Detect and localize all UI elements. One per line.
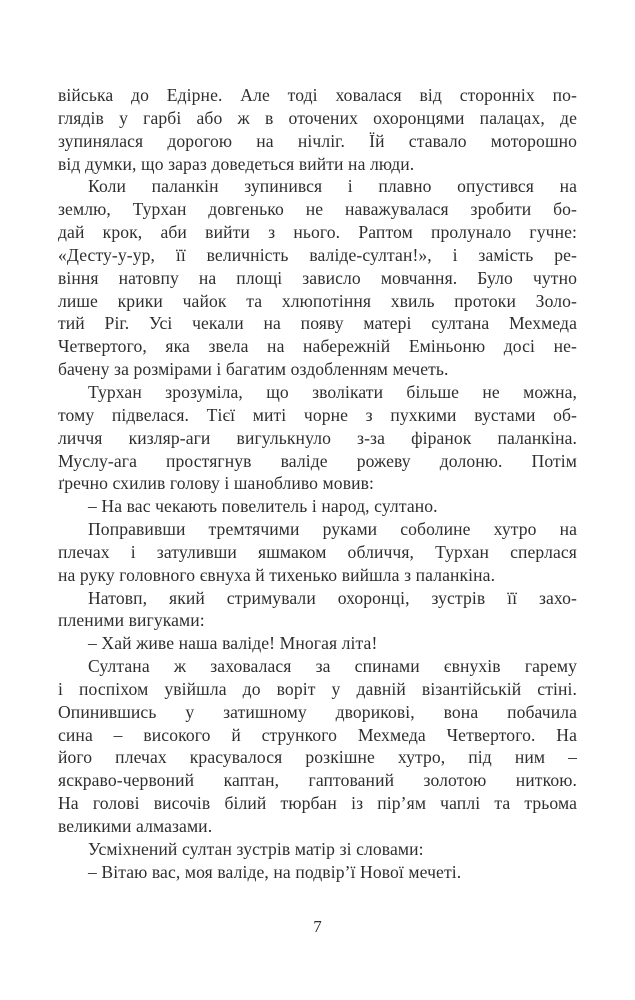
text-line: пленими вигуками: xyxy=(58,610,205,631)
text-line: землю, Турхан довгенько не наважувалася зробити бо- xyxy=(58,199,577,220)
text-line: віння натовпу на площі зависло мовчання. Було чутно xyxy=(58,267,577,288)
text-line: глядів у гарбі або ж в оточених охоронцями палацах, де xyxy=(58,107,577,128)
text-line: личчя кизляр-аги вигулькнуло з-за фіранок паланкіна. xyxy=(58,427,577,448)
text-line: Коли паланкін зупинився і плавно опустився на xyxy=(88,176,577,197)
text-line: і поспіхом увійшла до воріт у давній візантійській стіні. xyxy=(58,678,577,699)
text-line: – Хай живе наша валіде! Многая літа! xyxy=(88,633,378,654)
text-line: від думки, що зараз доведеться вийти на люди. xyxy=(58,153,415,174)
text-line: ґречно схилив голову і шанобливо мовив: xyxy=(58,473,375,494)
text-line: Натовп, який стримували охоронці, зустрів її захо- xyxy=(88,587,577,608)
text-line: великими алмазами. xyxy=(58,816,213,836)
text-line: на руку головного євнуха й тихенько вийшла з паланкіна. xyxy=(58,564,496,585)
text-line: Турхан зрозуміла, що зволікати більше не можна, xyxy=(88,381,577,402)
text-line: Усміхнений султан зустрів матір зі словами: xyxy=(88,838,424,859)
text-line: Султана ж заховалася за спинами євнухів гарему xyxy=(88,656,577,677)
text-line: зупинялася дорогою на нічліг. Їй ставало моторошно xyxy=(58,130,577,151)
page-number: 7 xyxy=(313,917,322,936)
text-line: «Десту-у-ур, її величність валіде-султан!», і замість ре- xyxy=(58,244,577,265)
text-line: Поправивши тремтячими руками соболине хутро на xyxy=(88,519,577,540)
text-line: бачену за розмірами і багатим оздобленням мечеть. xyxy=(58,359,449,380)
text-line: дай крок, аби вийти з нього. Раптом пролунало гучне: xyxy=(58,222,577,243)
text-line: лише крики чайок та хлюпотіння хвиль протоки Золо- xyxy=(58,290,577,311)
text-line: тий Ріг. Усі чекали на появу матері султана Мехмеда xyxy=(58,313,577,334)
text-line: Опинившись у затишному дворикові, вона побачила xyxy=(58,701,577,722)
text-line: його плечах красувалося розкішне хутро, під ним – xyxy=(58,747,577,768)
text-line: Муслу-ага простягнув валіде рожеву долоню. Потім xyxy=(58,450,577,471)
text-line: На голові височів білий тюрбан із пір’ям чаплі та трьома xyxy=(58,793,577,814)
text-line: Четвертого, яка звела на набережній Еміньоню досі не- xyxy=(58,336,577,357)
text-line: війська до Едірне. Але тоді ховалася від сторонніх по- xyxy=(58,85,577,105)
text-line: плечах і затуливши яшмаком обличчя, Турхан сперлася xyxy=(58,541,577,562)
page-text-block xyxy=(58,84,577,884)
text-line: сина – високого й стрункого Мехмеда Четвертого. На xyxy=(58,724,577,745)
text-line: – Вітаю вас, моя валіде, на подвір’ї Нової мечеті. xyxy=(88,861,462,882)
text-line: – На вас чекають повелитель і народ, султано. xyxy=(88,496,438,517)
text-line: тому підвелася. Тієї миті чорне з пухкими вустами об- xyxy=(58,404,577,425)
text-line: яскраво-червоний каптан, гаптований золотою ниткою. xyxy=(58,770,577,791)
